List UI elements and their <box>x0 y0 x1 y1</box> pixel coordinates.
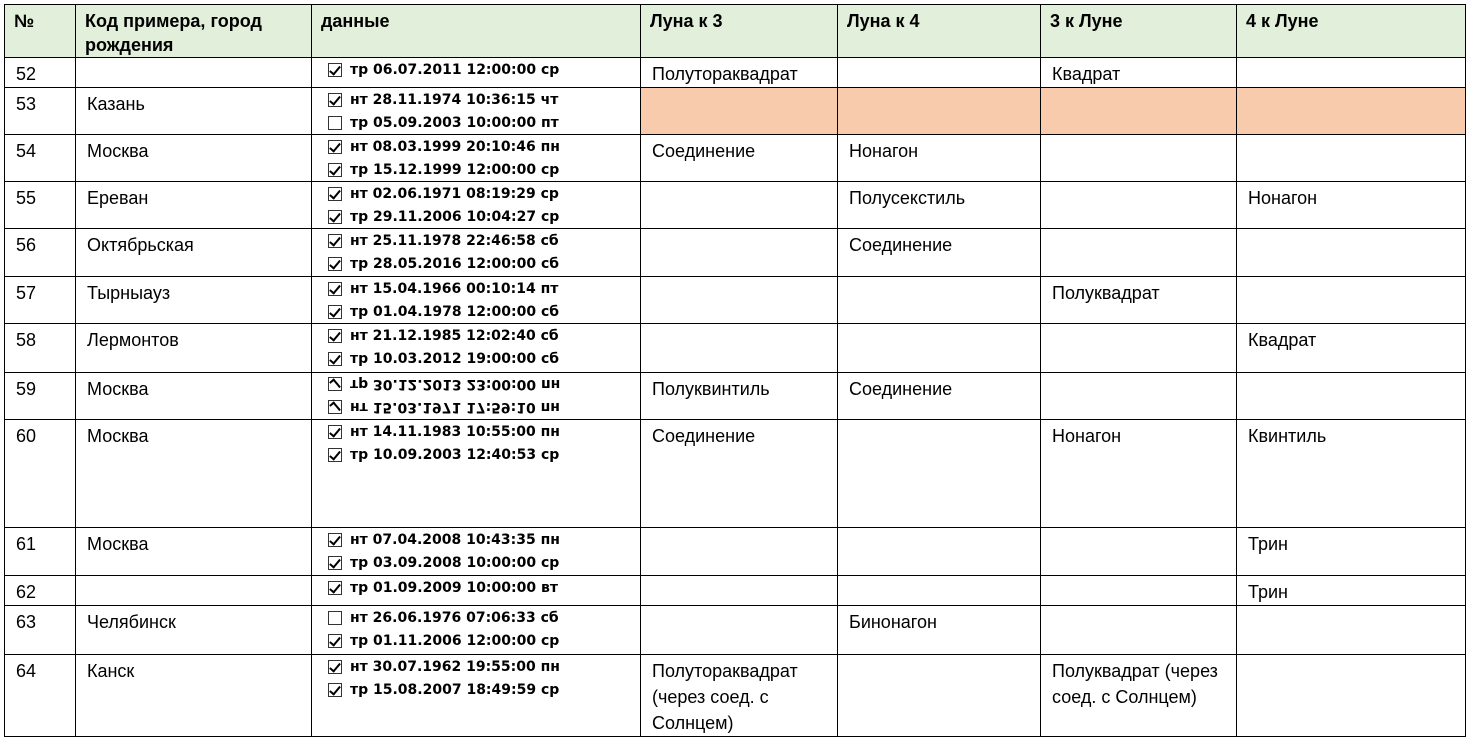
date-line <box>328 373 640 396</box>
four-moon-cell <box>1237 58 1466 88</box>
date-text: тр 01.09.2009 10:00:00 вт <box>350 579 558 596</box>
date-checkbox[interactable] <box>328 116 342 130</box>
city-cell: Москва <box>76 373 312 420</box>
city-cell: Канск <box>76 655 312 737</box>
date-checkbox[interactable] <box>328 63 342 77</box>
moon3-cell: Соединение <box>641 135 838 182</box>
dates-cell <box>312 58 641 88</box>
city-cell: Челябинск <box>76 606 312 655</box>
date-text: нт 28.11.1974 10:36:15 чт <box>350 91 559 108</box>
date-line <box>328 420 640 443</box>
city-cell: Ереван <box>76 182 312 229</box>
date-line <box>328 655 640 678</box>
date-checkbox[interactable] <box>328 140 342 154</box>
date-checkbox[interactable] <box>328 329 342 343</box>
table-row <box>5 606 1466 655</box>
date-checkbox[interactable] <box>328 93 342 107</box>
moon3-cell <box>641 277 838 324</box>
date-checkbox[interactable] <box>328 448 342 462</box>
table-row <box>5 182 1466 229</box>
three-moon-cell <box>1041 606 1237 655</box>
date-text: тр 01.04.1978 12:00:00 сб <box>350 303 560 320</box>
three-moon-cell <box>1041 528 1237 576</box>
date-line <box>328 528 640 551</box>
row-number: 62 <box>5 576 76 606</box>
three-moon-cell <box>1041 229 1237 277</box>
row-number: 60 <box>5 420 76 528</box>
date-text: нт 07.04.2008 10:43:35 пн <box>350 531 560 548</box>
date-checkbox[interactable] <box>328 581 342 595</box>
date-text: нт 15.04.1966 00:10:14 пт <box>350 280 559 297</box>
date-checkbox[interactable] <box>328 163 342 177</box>
date-text: нт 15.03.1971 17:59:10 пн <box>350 399 560 416</box>
moon4-cell <box>838 324 1041 373</box>
date-line <box>328 629 640 652</box>
date-checkbox[interactable] <box>328 378 342 392</box>
date-checkbox[interactable] <box>328 660 342 674</box>
moon4-cell <box>838 528 1041 576</box>
moon4-cell <box>838 88 1041 135</box>
table-row <box>5 576 1466 606</box>
date-line <box>328 678 640 701</box>
row-number: 55 <box>5 182 76 229</box>
date-checkbox[interactable] <box>328 187 342 201</box>
table-row <box>5 420 1466 528</box>
table-row <box>5 229 1466 277</box>
date-checkbox[interactable] <box>328 533 342 547</box>
four-moon-cell <box>1237 277 1466 324</box>
dates-cell <box>312 655 641 737</box>
three-moon-cell: Нонагон <box>1041 420 1237 528</box>
moon4-cell: Полусекстиль <box>838 182 1041 229</box>
row-number: 61 <box>5 528 76 576</box>
date-text: нт 25.11.1978 22:46:58 сб <box>350 232 559 249</box>
table-row <box>5 528 1466 576</box>
date-line <box>328 229 640 252</box>
moon3-cell: Полуквинтиль <box>641 373 838 420</box>
moon3-cell <box>641 324 838 373</box>
date-line <box>328 135 640 158</box>
row-number: 59 <box>5 373 76 420</box>
date-text: тр 30.12.2013 23:00:00 пн <box>350 376 561 393</box>
row-number: 52 <box>5 58 76 88</box>
row-number: 56 <box>5 229 76 277</box>
date-line <box>328 88 640 111</box>
moon4-cell <box>838 576 1041 606</box>
date-checkbox[interactable] <box>328 556 342 570</box>
date-checkbox[interactable] <box>328 282 342 296</box>
city-cell: Тырныауз <box>76 277 312 324</box>
date-text: тр 05.09.2003 10:00:00 пт <box>350 114 559 131</box>
three-moon-cell <box>1041 135 1237 182</box>
date-checkbox[interactable] <box>328 234 342 248</box>
city-cell <box>76 58 312 88</box>
date-text: тр 03.09.2008 10:00:00 ср <box>350 554 560 571</box>
four-moon-cell <box>1237 135 1466 182</box>
date-line <box>328 111 640 134</box>
date-line <box>328 551 640 574</box>
four-moon-cell <box>1237 88 1466 135</box>
date-text: нт 08.03.1999 20:10:46 пн <box>350 138 560 155</box>
date-checkbox[interactable] <box>328 352 342 366</box>
row-number: 54 <box>5 135 76 182</box>
dates-cell <box>312 182 641 229</box>
header-moon3: Луна к 3 <box>641 5 838 58</box>
date-text: нт 02.06.1971 08:19:29 ср <box>350 185 559 202</box>
table-row <box>5 58 1466 88</box>
moon4-cell <box>838 277 1041 324</box>
date-text: тр 10.09.2003 12:40:53 ср <box>350 446 560 463</box>
dates-cell <box>312 373 641 420</box>
four-moon-cell <box>1237 655 1466 737</box>
header-num: № <box>5 5 76 58</box>
table-row <box>5 655 1466 737</box>
row-number: 64 <box>5 655 76 737</box>
moon3-cell <box>641 182 838 229</box>
date-text: нт 14.11.1983 10:55:00 пн <box>350 423 560 440</box>
three-moon-cell <box>1041 324 1237 373</box>
row-number: 63 <box>5 606 76 655</box>
header-four-moon: 4 к Луне <box>1237 5 1466 58</box>
date-checkbox[interactable] <box>328 611 342 625</box>
header-code: Код примера, город рождения <box>76 5 312 58</box>
four-moon-cell: Трин <box>1237 528 1466 576</box>
aspects-table <box>4 4 1466 737</box>
date-text: нт 26.06.1976 07:06:33 сб <box>350 609 559 626</box>
date-checkbox[interactable] <box>328 683 342 697</box>
date-line <box>328 252 640 275</box>
moon4-cell: Соединение <box>838 229 1041 277</box>
table-row <box>5 135 1466 182</box>
dates-cell <box>312 135 641 182</box>
date-text: тр 28.05.2016 12:00:00 сб <box>350 255 560 272</box>
moon4-cell: Бинонагон <box>838 606 1041 655</box>
date-line <box>328 576 640 599</box>
table-row <box>5 277 1466 324</box>
header-row <box>5 5 1466 58</box>
three-moon-cell <box>1041 182 1237 229</box>
moon3-cell: Соединение <box>641 420 838 528</box>
moon3-cell <box>641 606 838 655</box>
date-checkbox[interactable] <box>328 425 342 439</box>
city-cell: Казань <box>76 88 312 135</box>
date-text: тр 15.12.1999 12:00:00 ср <box>350 161 560 178</box>
date-line <box>328 347 640 370</box>
date-line <box>328 277 640 300</box>
date-text: тр 06.07.2011 12:00:00 ср <box>350 61 560 78</box>
header-data: данные <box>312 5 641 58</box>
date-line <box>328 396 640 419</box>
dates-cell <box>312 324 641 373</box>
date-text: тр 15.08.2007 18:49:59 ср <box>350 681 560 698</box>
moon3-cell <box>641 528 838 576</box>
date-text: тр 10.03.2012 19:00:00 сб <box>350 350 560 367</box>
dates-cell <box>312 606 641 655</box>
moon3-cell: Полутораквадрат <box>641 58 838 88</box>
table-row <box>5 88 1466 135</box>
date-checkbox[interactable] <box>328 257 342 271</box>
row-number: 53 <box>5 88 76 135</box>
date-line <box>328 443 640 466</box>
header-moon4: Луна к 4 <box>838 5 1041 58</box>
four-moon-cell <box>1237 229 1466 277</box>
three-moon-cell <box>1041 373 1237 420</box>
moon4-cell <box>838 420 1041 528</box>
table-row <box>5 324 1466 373</box>
dates-cell <box>312 229 641 277</box>
city-cell: Москва <box>76 528 312 576</box>
dates-cell <box>312 576 641 606</box>
dates-cell <box>312 420 641 528</box>
date-text: тр 01.11.2006 12:00:00 ср <box>350 632 560 649</box>
dates-cell <box>312 88 641 135</box>
date-line <box>328 182 640 205</box>
date-text: нт 30.07.1962 19:55:00 пн <box>350 658 560 675</box>
city-cell: Октябрьская <box>76 229 312 277</box>
date-line <box>328 58 640 81</box>
four-moon-cell: Трин <box>1237 576 1466 606</box>
date-checkbox[interactable] <box>328 634 342 648</box>
three-moon-cell: Квадрат <box>1041 58 1237 88</box>
four-moon-cell <box>1237 606 1466 655</box>
date-line <box>328 158 640 181</box>
moon4-cell <box>838 655 1041 737</box>
date-text: нт 21.12.1985 12:02:40 сб <box>350 327 559 344</box>
three-moon-cell <box>1041 88 1237 135</box>
header-three-moon: 3 к Луне <box>1041 5 1237 58</box>
date-text: тр 29.11.2006 10:04:27 ср <box>350 208 560 225</box>
moon3-cell <box>641 229 838 277</box>
moon4-cell: Нонагон <box>838 135 1041 182</box>
four-moon-cell <box>1237 373 1466 420</box>
four-moon-cell: Нонагон <box>1237 182 1466 229</box>
row-number: 57 <box>5 277 76 324</box>
city-cell: Лермонтов <box>76 324 312 373</box>
moon4-cell: Соединение <box>838 373 1041 420</box>
table-row <box>5 373 1466 420</box>
city-cell: Москва <box>76 135 312 182</box>
moon4-cell <box>838 58 1041 88</box>
three-moon-cell: Полуквадрат <box>1041 277 1237 324</box>
date-line <box>328 324 640 347</box>
date-line <box>328 300 640 323</box>
city-cell <box>76 576 312 606</box>
dates-cell <box>312 277 641 324</box>
row-number: 58 <box>5 324 76 373</box>
four-moon-cell: Квинтиль <box>1237 420 1466 528</box>
moon3-cell: Полутораквадрат (через соед. с Солнцем) <box>641 655 838 737</box>
date-checkbox[interactable] <box>328 305 342 319</box>
three-moon-cell <box>1041 576 1237 606</box>
four-moon-cell: Квадрат <box>1237 324 1466 373</box>
date-line <box>328 205 640 228</box>
date-line <box>328 606 640 629</box>
city-cell: Москва <box>76 420 312 528</box>
date-checkbox[interactable] <box>328 401 342 415</box>
three-moon-cell: Полуквадрат (через соед. с Солнцем) <box>1041 655 1237 737</box>
moon3-cell <box>641 576 838 606</box>
date-checkbox[interactable] <box>328 210 342 224</box>
moon3-cell <box>641 88 838 135</box>
dates-cell <box>312 528 641 576</box>
